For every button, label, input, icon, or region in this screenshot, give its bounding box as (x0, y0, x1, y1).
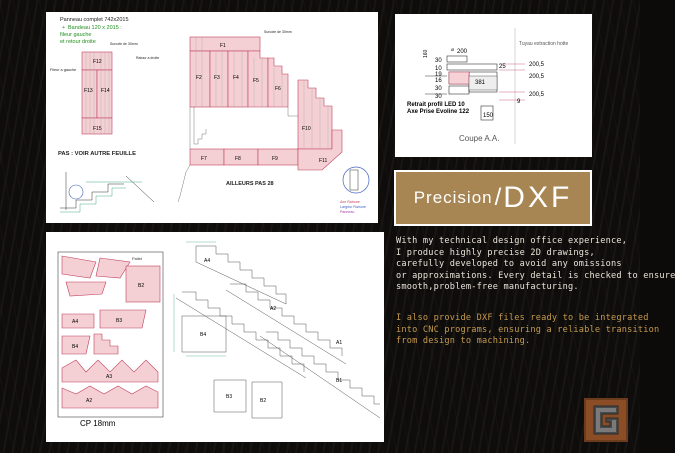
dxf-paragraph (396, 313, 660, 348)
para2-line: into CNC programs, ensuring a reliable transition (396, 324, 660, 335)
label-surcote-right: Surcote de 30mm (264, 30, 292, 34)
part-f5: F5 (253, 78, 259, 84)
part-f8: F8 (235, 156, 241, 162)
part-a4-label: A4 (72, 319, 79, 325)
dev-a1-label: A1 (336, 340, 343, 346)
dev-b4-label: B4 (200, 332, 207, 338)
dev-b1-label: B1 (336, 378, 343, 384)
part-f1: F1 (220, 43, 226, 49)
label-surcote-left: Surcote de 30mm (110, 42, 138, 46)
part-f3: F3 (214, 75, 220, 81)
dev-b3-label: B3 (226, 394, 233, 400)
axe-label: Axe Prise Evoline 122 (407, 109, 470, 115)
para1-line: carefully developed to avoid any omissions (396, 259, 622, 269)
badge-word-dxf: DXF (503, 181, 573, 214)
dim-150: 150 (483, 113, 494, 119)
dim-160: 160 (423, 49, 429, 58)
precision-dxf-badge (394, 170, 592, 226)
g-logo-icon (584, 398, 628, 442)
part-f15: F15 (93, 126, 102, 132)
legend-line-3: et retour droite (60, 39, 96, 45)
nested-parts (62, 256, 160, 408)
legend-plus: + (62, 25, 66, 31)
dim-381: 381 (475, 80, 486, 86)
part-b3-label: B3 (116, 318, 123, 324)
part-f13: F13 (84, 88, 93, 94)
dim-200-5-c: 200,5 (529, 92, 545, 98)
legend-axe-rainure: Axe Rainure (340, 200, 360, 204)
dev-a4-label: A4 (204, 258, 211, 264)
section-drawing-svg (395, 14, 592, 157)
dim-200: 200 (457, 49, 468, 55)
part-f11: F11 (319, 158, 328, 164)
retrait-label: Retrait profil LED 10 (407, 102, 465, 108)
detail-circle-right (343, 167, 369, 193)
dim-9: 9 (517, 99, 521, 105)
dev-b2-label: B2 (260, 398, 267, 404)
part-f14: F14 (101, 88, 110, 94)
dim-19: 19 (435, 72, 442, 78)
staircase-panel-drawing (46, 12, 378, 223)
experience-paragraph (396, 236, 675, 294)
dev-a2-label: A2 (270, 306, 277, 312)
sheet-caption: CP 18mm (80, 419, 116, 428)
detail-circle-left (69, 185, 83, 199)
dim-200-5-b: 200,5 (529, 74, 545, 80)
dim-30-mid: 30 (435, 86, 442, 92)
dim-16: 16 (435, 78, 442, 84)
label-retour: Ratour a droite (136, 56, 160, 60)
dim-25: 25 (499, 64, 506, 70)
part-f12: F12 (93, 59, 102, 65)
section-drawing (395, 14, 592, 157)
para1-line: I produce highly precise 2D drawings, (396, 247, 595, 258)
tuyau-label: Tuyau extraction hotte (519, 41, 569, 47)
para2-line: I also provide DXF files ready to be integrated (396, 313, 649, 323)
legend-line-2: fileur gauche (60, 32, 92, 38)
para1-line: With my technical design office experience, (396, 236, 628, 246)
dim-30-top: 30 (435, 58, 442, 64)
legend-largeur-rainure: Largeur Rainure (340, 205, 366, 209)
part-f4: F4 (233, 75, 239, 81)
part-f2: F2 (196, 75, 202, 81)
section-caption: Coupe A.A. (459, 134, 500, 143)
part-a2-label: A2 (86, 398, 93, 404)
part-f10: F10 (302, 126, 311, 132)
part-f7: F7 (201, 156, 207, 162)
dim-200-5-a: 200,5 (529, 62, 545, 68)
part-f9: F9 (272, 156, 278, 162)
step-detail-small (60, 172, 154, 212)
nesting-drawing-svg (46, 232, 384, 442)
part-f6: F6 (275, 86, 281, 92)
ailleurs-label: AILLEURS PAS 28 (226, 181, 274, 187)
main-panel-parts (190, 37, 342, 170)
detail-groove (350, 170, 358, 190)
badge-word-precision: Precision (413, 188, 493, 207)
badge-slash: / (494, 184, 502, 211)
part-b2-label: B2 (138, 283, 145, 289)
cnc-nesting-drawing (46, 232, 384, 442)
dim-30-low: 30 (435, 94, 442, 100)
part-pallet-label: Pallet (132, 256, 143, 261)
stair-developments (176, 246, 380, 418)
para1-line: smooth,problem-free manufacturing. (396, 282, 579, 292)
panel-title: Panneau complet 742x2015 (60, 17, 129, 23)
part-a3-label: A3 (106, 374, 113, 380)
part-b4-label: B4 (72, 344, 79, 350)
panel-drawing-svg (46, 12, 378, 223)
legend-panneau: Panneau (340, 210, 355, 214)
led-profile (449, 72, 469, 84)
pas-note: PAS : VOIR AUTRE FEUILLE (58, 151, 136, 157)
para1-line: or approximations. Every detail is checked to ensure (396, 270, 675, 281)
legend-line-1: Bandeau 120 x 2015 : (68, 25, 122, 31)
para2-line: from design to machining. (396, 336, 531, 346)
label-fileur: Fileur a gauche (50, 68, 77, 72)
dim-10: 10 (435, 66, 442, 72)
dim-diameter: ⌀ (451, 47, 455, 53)
